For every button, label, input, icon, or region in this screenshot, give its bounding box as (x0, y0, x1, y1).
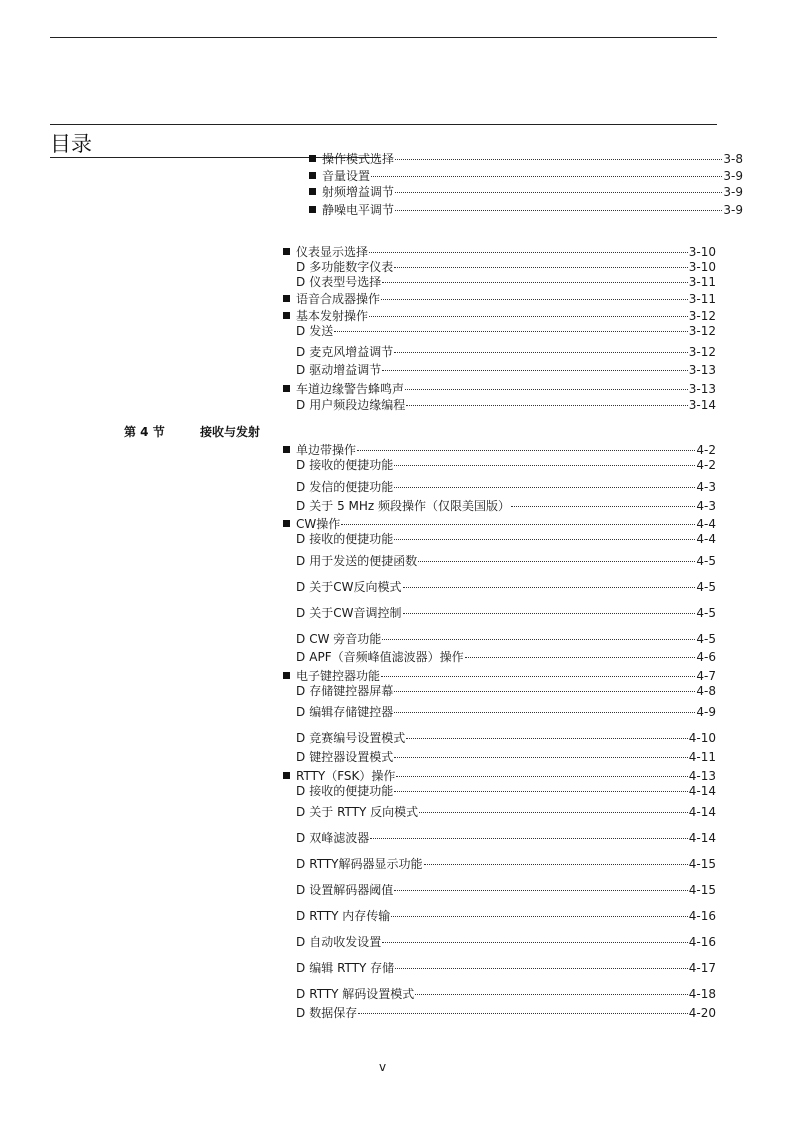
dot-leader (418, 561, 695, 562)
entry-page-number: 4-4 (696, 517, 716, 531)
entry-marker: D (296, 499, 306, 513)
entry-label: 多功能数字仪表 (309, 260, 394, 274)
entry-page-number: 4-14 (688, 831, 716, 845)
entry-marker: D (296, 260, 306, 274)
square-bullet-icon (309, 188, 316, 195)
entry-marker: D (296, 532, 306, 546)
dot-leader (394, 352, 688, 353)
square-bullet-icon (283, 520, 290, 527)
entry-label: 键控器设置模式 (309, 750, 394, 764)
toc-subentry[interactable] (296, 856, 716, 872)
entry-marker: D (296, 458, 306, 472)
toc-entry[interactable] (283, 308, 716, 324)
toc-subentry[interactable] (296, 397, 716, 413)
entry-page-number: 4-17 (688, 961, 716, 975)
entry-label: CW操作 (296, 517, 341, 531)
dot-leader (394, 890, 688, 891)
entry-marker: D (296, 324, 306, 338)
entry-marker: D (296, 961, 306, 975)
entry-label: 自动收发设置 (309, 935, 382, 949)
dot-leader (403, 587, 696, 588)
toc-subentry[interactable] (296, 749, 716, 765)
toc-entry[interactable] (309, 151, 743, 167)
toc-subentry[interactable] (296, 934, 716, 950)
toc-subentry[interactable] (296, 908, 716, 924)
entry-page-number: 4-2 (696, 458, 716, 472)
entry-label: 设置解码器阈值 (309, 883, 394, 897)
toc-subentry[interactable] (296, 683, 716, 699)
entry-label: RTTY解码器显示功能 (309, 857, 423, 871)
dot-leader (424, 864, 688, 865)
entry-marker: D (296, 275, 306, 289)
toc-subentry[interactable] (296, 882, 716, 898)
entry-label: 双峰滤波器 (309, 831, 370, 845)
entry-page-number: 3-13 (688, 363, 716, 377)
entry-page-number: 4-7 (696, 669, 716, 683)
entry-label: 基本发射操作 (296, 309, 369, 323)
entry-page-number: 4-13 (688, 769, 716, 783)
entry-label: 车道边缘警告蜂鸣声 (296, 382, 405, 396)
dot-leader (381, 676, 695, 677)
square-bullet-icon (283, 772, 290, 779)
entry-page-number: 3-9 (723, 185, 743, 199)
entry-marker: D (296, 606, 306, 620)
dot-leader (341, 524, 695, 525)
toc-subentry[interactable] (296, 804, 716, 820)
entry-marker: D (296, 857, 306, 871)
page-number: v (379, 1060, 387, 1074)
dot-leader (394, 791, 688, 792)
entry-label: 音量设置 (322, 169, 371, 183)
dot-leader (419, 812, 688, 813)
entry-label: 接收的便捷功能 (309, 458, 394, 472)
toc-subentry[interactable] (296, 579, 716, 595)
entry-page-number: 3-11 (688, 292, 716, 306)
toc-subentry[interactable] (296, 605, 716, 621)
entry-page-number: 3-10 (688, 245, 716, 259)
entry-page-number: 3-12 (688, 345, 716, 359)
entry-label: 发信的便捷功能 (309, 480, 394, 494)
dot-leader (394, 712, 695, 713)
toc-subentry[interactable] (296, 259, 716, 275)
section-number: 第 4 节 (124, 425, 165, 439)
entry-page-number: 3-11 (688, 275, 716, 289)
square-bullet-icon (283, 446, 290, 453)
entry-marker: D (296, 987, 306, 1001)
dot-leader (406, 405, 688, 406)
entry-label: APF（音频峰值滤波器）操作 (309, 650, 464, 664)
dot-leader (382, 282, 688, 283)
square-bullet-icon (309, 206, 316, 213)
entry-label: 关于 RTTY 反向模式 (309, 805, 419, 819)
dot-leader (357, 450, 695, 451)
entry-page-number: 3-10 (688, 260, 716, 274)
entry-page-number: 4-11 (688, 750, 716, 764)
toc-subentry[interactable] (296, 457, 716, 473)
entry-label: 关于CW反向模式 (309, 580, 402, 594)
entry-label: 操作模式选择 (322, 152, 395, 166)
square-bullet-icon (283, 295, 290, 302)
dot-leader (395, 192, 722, 193)
dot-leader (465, 657, 696, 658)
dot-leader (369, 316, 688, 317)
entry-marker: D (296, 632, 306, 646)
toc-subentry[interactable] (296, 323, 716, 339)
dot-leader (394, 267, 688, 268)
entry-label: 仪表显示选择 (296, 245, 369, 259)
entry-marker: D (296, 831, 306, 845)
dot-leader (370, 838, 688, 839)
dot-leader (395, 968, 688, 969)
entry-label: 编辑存储键控器 (309, 705, 394, 719)
section-title: 接收与发射 (200, 425, 261, 439)
entry-label: 电子键控器功能 (296, 669, 381, 683)
toc-subentry[interactable] (296, 344, 716, 360)
entry-page-number: 4-9 (696, 705, 716, 719)
entry-marker: D (296, 684, 306, 698)
toc-subentry[interactable] (296, 553, 716, 569)
entry-page-number: 4-15 (688, 883, 716, 897)
entry-page-number: 4-3 (696, 499, 716, 513)
toc-entry[interactable] (283, 244, 716, 260)
entry-label: 接收的便捷功能 (309, 784, 394, 798)
entry-label: 语音合成器操作 (296, 292, 381, 306)
dot-leader (369, 252, 688, 253)
entry-marker: D (296, 554, 306, 568)
entry-page-number: 4-6 (696, 650, 716, 664)
entry-marker: D (296, 750, 306, 764)
entry-marker: D (296, 480, 306, 494)
dot-leader (403, 613, 696, 614)
dot-leader (394, 691, 695, 692)
entry-page-number: 4-4 (696, 532, 716, 546)
entry-page-number: 3-8 (723, 152, 743, 166)
dot-leader (406, 738, 688, 739)
entry-marker: D (296, 731, 306, 745)
entry-label: 单边带操作 (296, 443, 357, 457)
dot-leader (391, 916, 687, 917)
dot-leader (381, 299, 688, 300)
entry-page-number: 4-20 (688, 1006, 716, 1020)
toc-entry[interactable] (283, 668, 716, 684)
entry-page-number: 4-16 (688, 909, 716, 923)
toc-subentry[interactable] (296, 960, 716, 976)
entry-page-number: 4-5 (696, 632, 716, 646)
toc-subentry[interactable] (296, 631, 716, 647)
entry-page-number: 4-8 (696, 684, 716, 698)
toc-subentry[interactable] (296, 986, 716, 1002)
square-bullet-icon (283, 248, 290, 255)
entry-page-number: 3-9 (723, 203, 743, 217)
entry-page-number: 3-9 (723, 169, 743, 183)
dot-leader (382, 370, 688, 371)
entry-marker: D (296, 784, 306, 798)
toc-subentry[interactable] (296, 274, 716, 290)
toc-subentry[interactable] (296, 649, 716, 665)
dot-leader (394, 487, 695, 488)
entry-label: 数据保存 (309, 1006, 358, 1020)
dot-leader (334, 331, 688, 332)
toc-subentry[interactable] (296, 704, 716, 720)
entry-marker: D (296, 363, 306, 377)
toc-subentry[interactable] (296, 730, 716, 746)
entry-label: 接收的便捷功能 (309, 532, 394, 546)
entry-page-number: 4-5 (696, 554, 716, 568)
dot-leader (395, 210, 722, 211)
entry-page-number: 3-13 (688, 382, 716, 396)
entry-label: 静噪电平调节 (322, 203, 395, 217)
dot-leader (395, 159, 722, 160)
entry-label: 射频增益调节 (322, 185, 395, 199)
entry-page-number: 4-14 (688, 805, 716, 819)
square-bullet-icon (309, 155, 316, 162)
entry-marker: D (296, 705, 306, 719)
toc-subentry[interactable] (296, 498, 716, 514)
entry-page-number: 4-18 (688, 987, 716, 1001)
entry-page-number: 3-12 (688, 324, 716, 338)
entry-page-number: 4-3 (696, 480, 716, 494)
toc-entry[interactable] (283, 291, 716, 307)
entry-label: 竞赛编号设置模式 (309, 731, 406, 745)
toc-entry[interactable] (283, 381, 716, 397)
entry-marker: D (296, 935, 306, 949)
dot-leader (371, 176, 722, 177)
toc-subentry[interactable] (296, 783, 716, 799)
entry-label: 用户频段边缘编程 (309, 398, 406, 412)
entry-label: RTTY（FSK）操作 (296, 769, 396, 783)
entry-marker: D (296, 580, 306, 594)
toc-subentry[interactable] (296, 362, 716, 378)
entry-marker: D (296, 805, 306, 819)
entry-label: CW 旁音功能 (309, 632, 382, 646)
dot-leader (396, 776, 687, 777)
entry-label: 存储键控器屏幕 (309, 684, 394, 698)
entry-label: 关于CW音调控制 (309, 606, 402, 620)
dot-leader (394, 465, 695, 466)
square-bullet-icon (309, 172, 316, 179)
entry-page-number: 4-16 (688, 935, 716, 949)
toc-subentry[interactable] (296, 830, 716, 846)
entry-page-number: 4-5 (696, 580, 716, 594)
page-title: 目录 (50, 132, 92, 156)
toc-entry[interactable] (309, 168, 743, 184)
square-bullet-icon (283, 385, 290, 392)
entry-label: 关于 5 MHz 频段操作（仅限美国版） (309, 499, 511, 513)
entry-page-number: 4-15 (688, 857, 716, 871)
dot-leader (511, 506, 695, 507)
toc-subentry[interactable] (296, 1005, 716, 1021)
entry-marker: D (296, 398, 306, 412)
dot-leader (394, 757, 688, 758)
entry-marker: D (296, 883, 306, 897)
entry-marker: D (296, 650, 306, 664)
entry-label: 麦克风增益调节 (309, 345, 394, 359)
toc-entry[interactable] (283, 516, 716, 532)
dot-leader (382, 639, 695, 640)
header-rule (50, 37, 717, 38)
entry-marker: D (296, 345, 306, 359)
entry-label: 发送 (309, 324, 334, 338)
entry-label: 编辑 RTTY 存储 (309, 961, 395, 975)
square-bullet-icon (283, 672, 290, 679)
toc-entry[interactable] (309, 184, 743, 200)
entry-marker: D (296, 1006, 306, 1020)
entry-page-number: 3-14 (688, 398, 716, 412)
toc-entry[interactable] (283, 442, 716, 458)
square-bullet-icon (283, 312, 290, 319)
dot-leader (415, 994, 687, 995)
entry-label: RTTY 内存传输 (309, 909, 391, 923)
dot-leader (394, 539, 695, 540)
entry-page-number: 4-10 (688, 731, 716, 745)
toc-entry[interactable] (309, 202, 743, 218)
toc-entry[interactable] (283, 768, 716, 784)
title-top-rule (50, 124, 717, 125)
entry-page-number: 4-14 (688, 784, 716, 798)
entry-label: 仪表型号选择 (309, 275, 382, 289)
toc-subentry[interactable] (296, 531, 716, 547)
dot-leader (405, 389, 688, 390)
entry-page-number: 4-2 (696, 443, 716, 457)
entry-label: 驱动增益调节 (309, 363, 382, 377)
dot-leader (382, 942, 688, 943)
dot-leader (358, 1013, 688, 1014)
toc-subentry[interactable] (296, 479, 716, 495)
entry-page-number: 4-5 (696, 606, 716, 620)
entry-page-number: 3-12 (688, 309, 716, 323)
entry-label: RTTY 解码设置模式 (309, 987, 415, 1001)
entry-label: 用于发送的便捷函数 (309, 554, 418, 568)
entry-marker: D (296, 909, 306, 923)
